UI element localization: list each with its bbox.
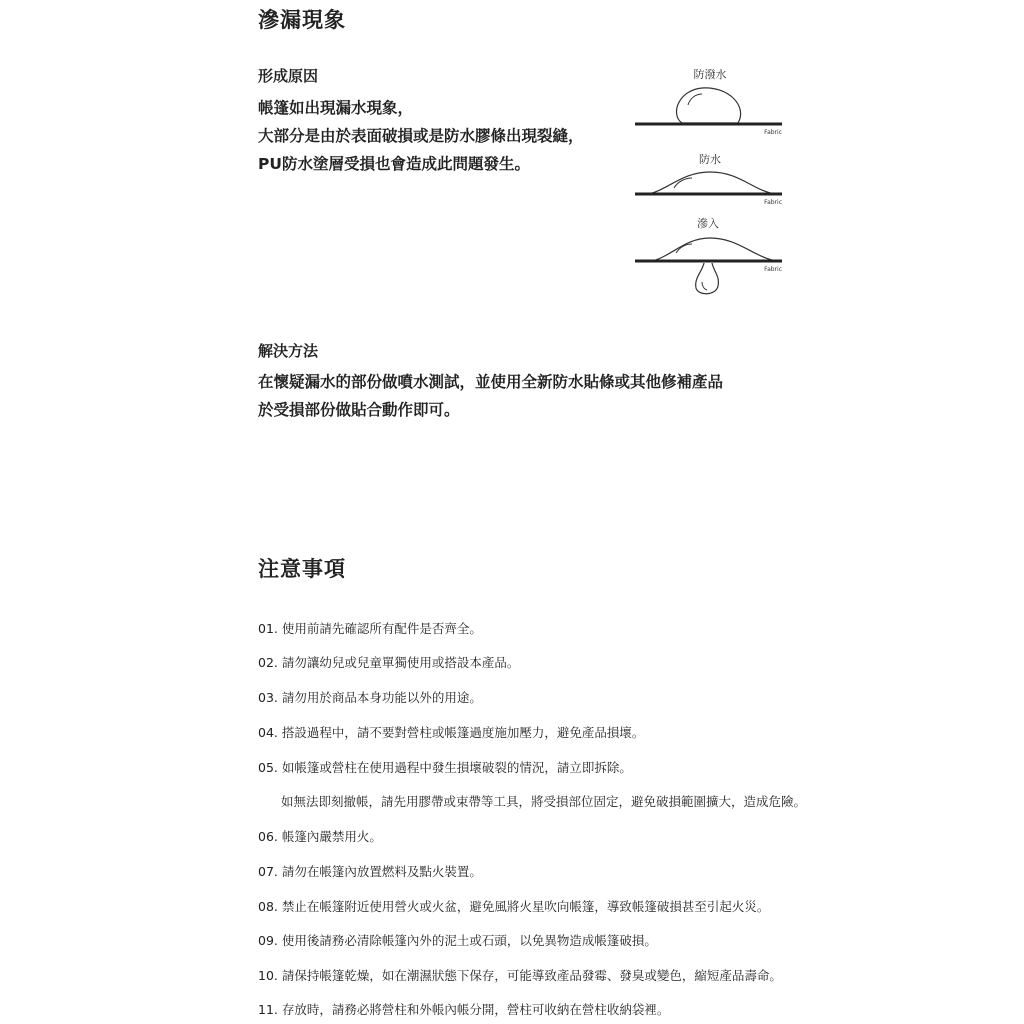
solution-line-2: 於受損部份做貼合動作即可。 — [258, 401, 460, 419]
cause-line-3: PU防水塗層受損也會造成此問題發生。 — [258, 155, 530, 173]
note-item: 11. 存放時，請務必將營柱和外帳內帳分開，營柱可收納在營柱收納袋裡。 — [258, 1002, 670, 1017]
note-item: 01. 使用前請先確認所有配件是否齊全。 — [258, 621, 482, 636]
note-item: 02. 請勿讓幼兒或兒童單獨使用或搭設本產品。 — [258, 655, 520, 670]
waterproof-diagram — [630, 60, 790, 300]
note-item: 04. 搭設過程中，請不要對營柱或帳篷過度施加壓力，避免產品損壞。 — [258, 725, 645, 740]
note-item: 07. 請勿在帳篷內放置燃料及點火裝置。 — [258, 864, 482, 879]
droplet-bead-icon — [676, 88, 740, 123]
drip-icon — [696, 263, 719, 294]
note-item: 09. 使用後請務必清除帳篷內外的泥土或石頭，以免異物造成帳篷破損。 — [258, 933, 657, 948]
note-item: 10. 請保持帳篷乾燥，如在潮濕狀態下保存，可能導致產品發霉、發臭或變色，縮短產品壽命。 — [258, 968, 782, 983]
droplet-spread-icon — [648, 172, 775, 194]
notes-section-title: 注意事項 — [258, 557, 346, 581]
solution-heading: 解決方法 — [258, 342, 319, 360]
note-item-continuation: 如無法即刻撤帳，請先用膠帶或束帶等工具，將受損部位固定，避免破損範圍擴大，造成危險。 — [281, 794, 807, 809]
solution-line-1: 在懷疑漏水的部份做噴水測試，並使用全新防水貼條或其他修補產品 — [258, 373, 724, 391]
note-item: 08. 禁止在帳篷附近使用營火或火盆，避免風將火星吹向帳篷，導致帳篷破損甚至引起火災。 — [258, 899, 770, 914]
panel-2-label: 防水 — [699, 153, 721, 166]
panel-1-label: 防潑水 — [693, 68, 727, 81]
cause-line-1: 帳篷如出現漏水現象， — [258, 99, 414, 117]
leak-section-title: 滲漏現象 — [258, 8, 346, 32]
panel-3-label: 滲入 — [697, 217, 719, 230]
fabric-label-1: Fabric — [764, 129, 782, 136]
fabric-label-3: Fabric — [764, 266, 782, 273]
note-item: 06. 帳篷內嚴禁用火。 — [258, 829, 382, 844]
droplet-seep-icon — [652, 238, 776, 261]
fabric-label-2: Fabric — [764, 199, 782, 206]
cause-heading: 形成原因 — [258, 67, 319, 85]
note-item: 03. 請勿用於商品本身功能以外的用途。 — [258, 690, 482, 705]
droplet-spread-highlight-icon — [674, 178, 692, 188]
note-item: 05. 如帳篷或營柱在使用過程中發生損壞破裂的情況，請立即拆除。 — [258, 760, 632, 775]
cause-line-2: 大部分是由於表面破損或是防水膠條出現裂縫， — [258, 127, 584, 145]
